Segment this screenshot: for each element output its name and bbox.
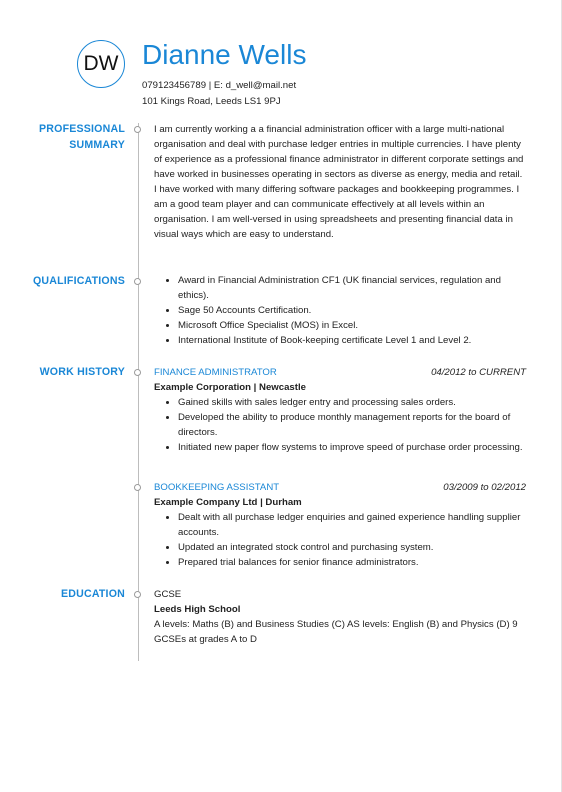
- contact-line: 079123456789 | E: d_well@mail.net: [142, 80, 297, 91]
- section-title-work-history: WORK HISTORY: [39, 366, 125, 378]
- list-item: • Microsoft Office Specialist (MOS) in Excel.: [178, 318, 526, 333]
- education-content: [154, 587, 526, 647]
- education-school: Leeds High School: [154, 604, 241, 615]
- job-bullets: [154, 510, 526, 570]
- job-dates: 04/2012 to CURRENT: [431, 367, 526, 378]
- job-bullets: [154, 395, 526, 455]
- job-company: Example Company Ltd | Durham: [154, 497, 302, 508]
- timeline-dot-summary: [134, 126, 141, 133]
- timeline-dot-qualifications: [134, 278, 141, 285]
- section-title-education: EDUCATION: [61, 588, 125, 600]
- list-item: • Gained skills with sales ledger entry and processing sales orders.: [178, 395, 526, 410]
- list-item: • Initiated new paper flow systems to improve speed of purchase order processing.: [178, 440, 526, 455]
- job-company: Example Corporation | Newcastle: [154, 382, 306, 393]
- job-header: [154, 365, 526, 380]
- address-line: 101 Kings Road, Leeds LS1 9PJ: [142, 96, 281, 107]
- education-qualification: GCSE: [154, 589, 182, 600]
- qualifications-content: [154, 273, 526, 348]
- job-title: BOOKKEEPING ASSISTANT: [154, 482, 280, 493]
- job-entry: [154, 480, 526, 570]
- job-header: [154, 480, 526, 495]
- summary-text: I am currently working a a financial administration officer with a large multi-national organisation and deal with purchase ledger entries in multiple currencies. I have plenty of experience as a professional finance administrator in different corporate settings and have worked in businesses operating in sectors as diverse as energy, media and retail. I have worked with many differing software packages and bookkeeping programmes. I am a good team player and can communicate effectively at all levels within an organisation. I am well-versed in using spreadsheets and presenting financial data in visual ways which are easy to understand.: [154, 124, 524, 240]
- list-item: • Dealt with all purchase ledger enquiries and gained experience handling supplier accounts.: [178, 510, 526, 540]
- list-item: • Sage 50 Accounts Certification.: [178, 303, 526, 318]
- timeline-line: [138, 123, 139, 661]
- education-details: A levels: Maths (B) and Business Studies (C) AS levels: English (B) and Physics (D) 9 GCSEs at grades A to D: [154, 619, 518, 645]
- list-item: • Prepared trial balances for senior finance administrators.: [178, 555, 526, 570]
- timeline-dot-work-2: [134, 484, 141, 491]
- section-title-summary-line2: SUMMARY: [69, 139, 125, 151]
- timeline-dot-education: [134, 591, 141, 598]
- section-title-summary-line1: PROFESSIONAL: [39, 123, 125, 135]
- timeline-dot-work-1: [134, 369, 141, 376]
- summary-content: [154, 122, 526, 242]
- candidate-name: Dianne Wells: [142, 39, 307, 70]
- section-title-qualifications: QUALIFICATIONS: [32, 275, 125, 287]
- job-dates: 03/2009 to 02/2012: [443, 482, 526, 493]
- monogram-badge: DW: [77, 40, 125, 88]
- job-title: FINANCE ADMINISTRATOR: [154, 367, 277, 378]
- list-item: • Award in Financial Administration CF1 (UK financial services, regulation and ethics).: [178, 273, 526, 303]
- list-item: • International Institute of Book-keeping certificate Level 1 and Level 2.: [178, 333, 526, 348]
- section-title-summary: [39, 121, 125, 153]
- list-item: • Updated an integrated stock control and purchasing system.: [178, 540, 526, 555]
- job-entry: [154, 365, 526, 455]
- qualifications-list: [154, 273, 526, 348]
- list-item: • Developed the ability to produce monthly management reports for the board of directors.: [178, 410, 526, 440]
